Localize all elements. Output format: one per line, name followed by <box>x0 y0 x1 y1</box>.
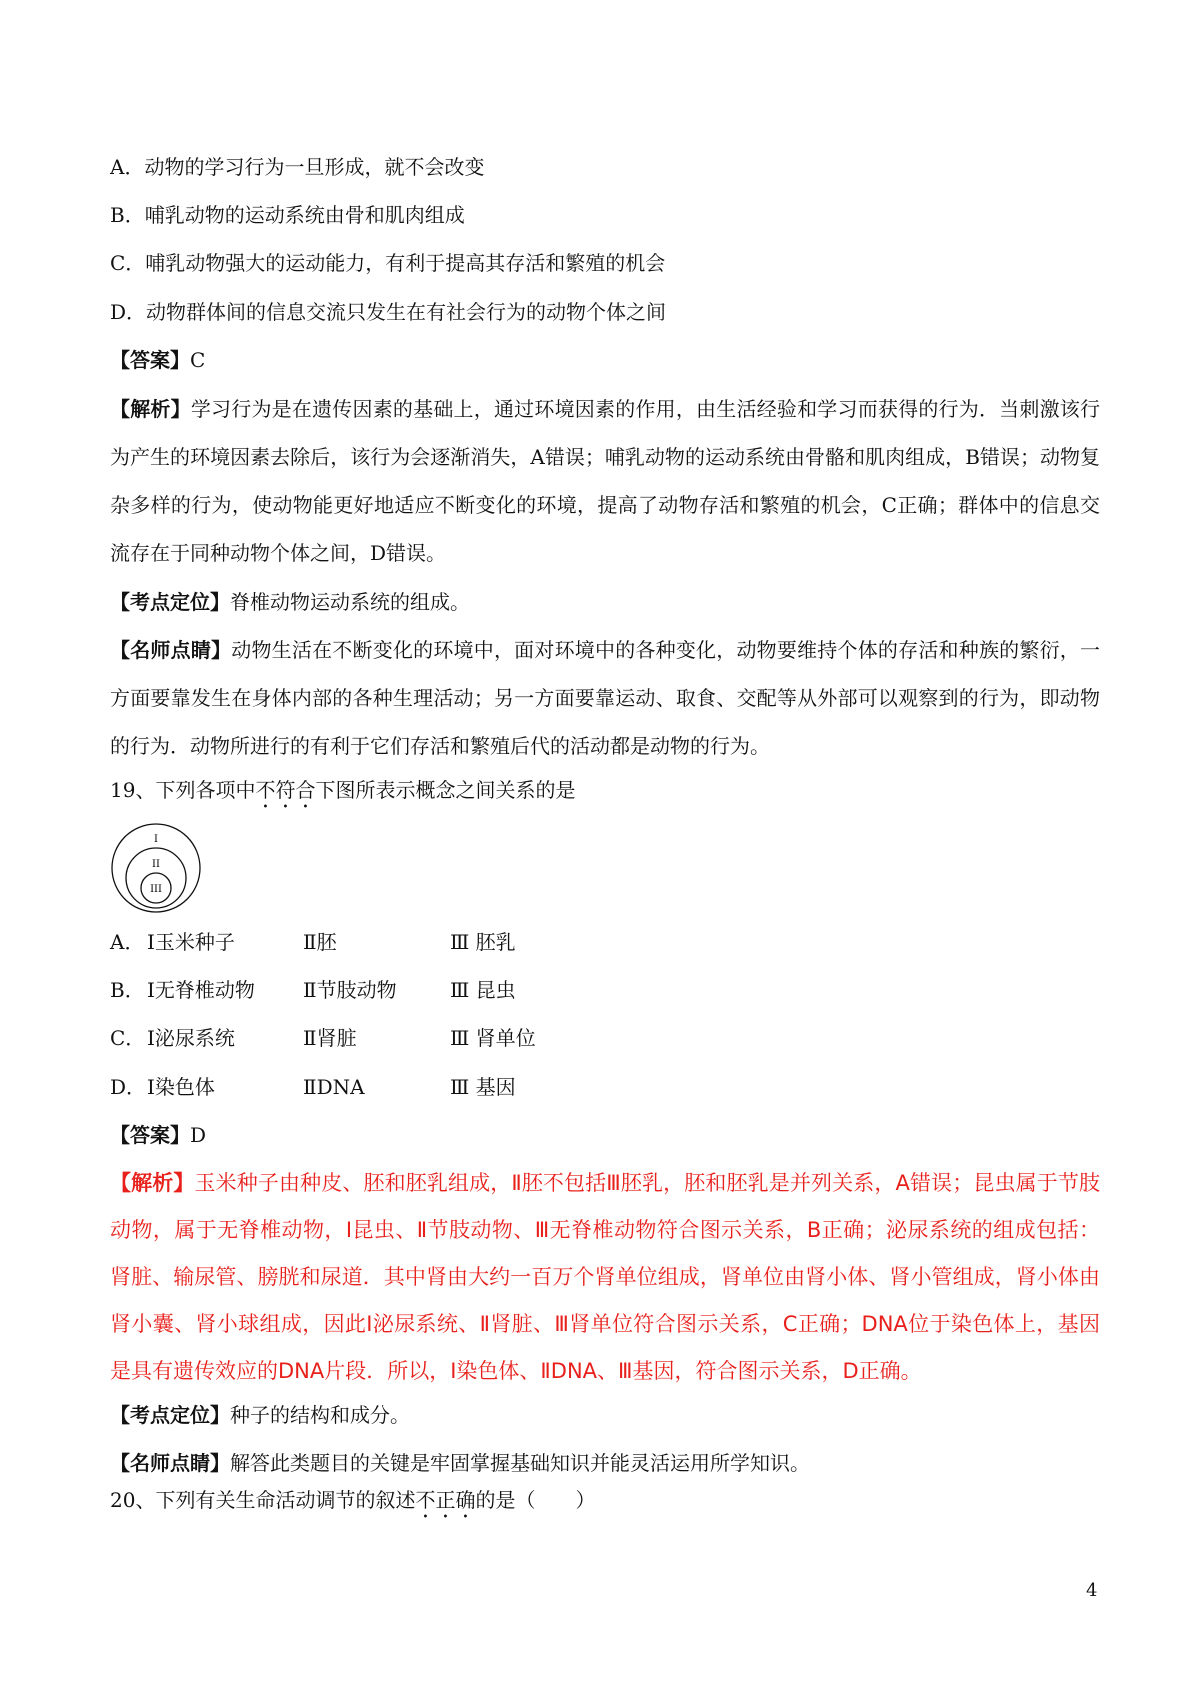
q19-option-c-letter: C． <box>110 1026 146 1050</box>
middle-circle <box>126 848 186 908</box>
q19-option-d-col1: Ⅰ染色体 <box>147 1075 215 1099</box>
option-d: D．动物群体间的信息交流只发生在有社会行为的动物个体之间 <box>110 300 667 324</box>
q19-option-d-col3: Ⅲ 基因 <box>450 1075 516 1099</box>
q20-stem-start: 20、下列有关生命活动调节的叙述 <box>110 1488 416 1512</box>
option-b: B．哺乳动物的运动系统由骨和肌肉组成 <box>110 203 465 227</box>
q19-option-c-col2: Ⅱ肾脏 <box>303 1026 357 1050</box>
answer-line <box>110 348 205 372</box>
q19-answer-tag: 【答案】 <box>110 1123 190 1147</box>
q19-option-b-col2: Ⅱ节肢动物 <box>303 978 397 1002</box>
q19-stem-end: 下图所表示概念之间关系的是 <box>315 778 576 802</box>
q19-stem-start: 19、下列各项中 <box>110 778 256 802</box>
q19-option-c-col1: Ⅰ泌尿系统 <box>147 1026 235 1050</box>
q19-knowledge-point-tag: 【考点定位】 <box>110 1403 230 1427</box>
q20-stem-end: 的是（ ） <box>475 1488 596 1512</box>
q19-knowledge-point-text: 种子的结构和成分。 <box>230 1403 410 1427</box>
q19-knowledge-point-line <box>110 1403 410 1427</box>
teacher-tip-text: 动物生活在不断变化的环境中，面对环境中的各种变化，动物要维持个体的存活和种族的繁衍，一方面要靠发生在身体内部的各种生理活动；另一方面要靠运动、取食、交配等从外部可以观察到的行为，即动物的行为．动物所进行的有利于它们存活和繁殖后代的活动都是动物的行为。 <box>110 638 1100 758</box>
q19-option-b-col3: Ⅲ 昆虫 <box>450 978 516 1002</box>
q19-option-d-col2: ⅡDNA <box>303 1075 365 1099</box>
analysis-tag: 【解析】 <box>110 397 191 421</box>
teacher-tip-tag: 【名师点睛】 <box>110 638 232 662</box>
label-outer: I <box>154 834 158 845</box>
analysis-text: 学习行为是在遗传因素的基础上，通过环境因素的作用，由生活经验和学习而获得的行为．当刺激该行为产生的环境因素去除后，该行为会逐渐消失，A错误；哺乳动物的运动系统由骨骼和肌肉组成，B错误；动物复杂多样的行为，使动物能更好地适应不断变化的环境，提高了动物存活和繁殖的机会，C正确；群体中的信息交流存在于同种动物个体之间，D错误。 <box>110 397 1101 565</box>
q19-teacher-tip-text: 解答此类题目的关键是牢固掌握基础知识并能灵活运用所学知识。 <box>230 1451 810 1475</box>
q19-teacher-tip-line <box>110 1451 810 1475</box>
q19-option-a-col3: Ⅲ 胚乳 <box>450 930 516 954</box>
q19-teacher-tip-tag: 【名师点睛】 <box>110 1451 230 1475</box>
q20-stem-emphasis: 不正确 <box>415 1488 476 1512</box>
nested-circles-diagram <box>110 822 202 914</box>
option-c: C．哺乳动物强大的运动能力，有利于提高其存活和繁殖的机会 <box>110 251 666 275</box>
knowledge-point-tag: 【考点定位】 <box>110 590 230 614</box>
q19-answer-line <box>110 1123 206 1147</box>
knowledge-point-text: 脊椎动物运动系统的组成。 <box>230 590 470 614</box>
analysis-paragraph <box>110 385 1100 577</box>
q19-stem-emphasis: 不符合 <box>255 778 316 802</box>
q19-option-a-col2: Ⅱ胚 <box>303 930 337 954</box>
q19-option-b-col1: Ⅰ无脊椎动物 <box>147 978 255 1002</box>
q19-answer-value: D <box>190 1123 207 1147</box>
option-a: A．动物的学习行为一旦形成，就不会改变 <box>110 155 485 179</box>
answer-tag: 【答案】 <box>110 348 190 372</box>
q19-analysis-tag: 【解析】 <box>110 1171 195 1195</box>
q19-option-a-letter: A． <box>110 930 145 954</box>
label-inner: III <box>150 884 162 895</box>
q19-option-b-letter: B． <box>110 978 145 1002</box>
teacher-tip-paragraph <box>110 626 1100 770</box>
page-number: 4 <box>1086 1580 1098 1601</box>
q19-analysis-paragraph <box>110 1160 1100 1395</box>
q19-analysis-text: 玉米种子由种皮、胚和胚乳组成，Ⅱ胚不包括Ⅲ胚乳，胚和胚乳是并列关系，A错误；昆虫属于节肢动物，属于无脊椎动物，Ⅰ昆虫、Ⅱ节肢动物、Ⅲ无脊椎动物符合图示关系，B正确；泌尿系统的组成包括：肾脏、输尿管、膀胱和尿道．其中肾由大约一百万个肾单位组成，肾单位由肾小体、肾小管组成，肾小体由肾小囊、肾小球组成，因此Ⅰ泌尿系统、Ⅱ肾脏、Ⅲ肾单位符合图示关系，C正确；DNA位于染色体上，基因是具有遗传效应的DNA片段．所以，Ⅰ染色体、ⅡDNA、Ⅲ基因，符合图示关系，D正确。 <box>110 1171 1100 1383</box>
q19-option-d-letter: D． <box>110 1075 147 1099</box>
question-19-stem <box>110 778 575 813</box>
label-middle: II <box>152 859 160 870</box>
answer-value: C <box>190 348 206 372</box>
q19-option-a-col1: Ⅰ玉米种子 <box>147 930 235 954</box>
q19-option-c-col3: Ⅲ 肾单位 <box>450 1026 536 1050</box>
question-20-stem <box>110 1488 595 1523</box>
knowledge-point-line <box>110 590 470 614</box>
